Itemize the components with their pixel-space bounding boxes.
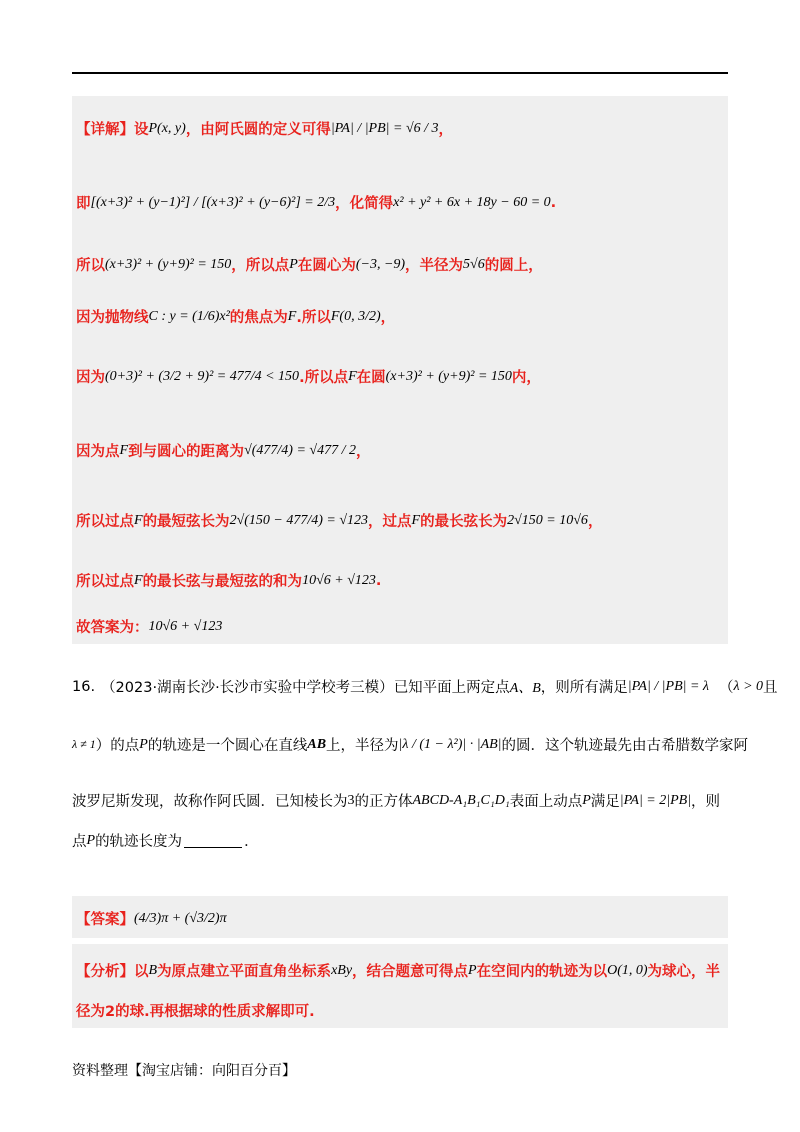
math-expr: F	[134, 512, 143, 528]
math-expr: 5√6	[463, 256, 485, 272]
analysis-line-2: 径为2的球.再根据球的性质求解即可.	[76, 1004, 315, 1020]
detail-line-3: 所以 (x+3)² + (y+9)² = 150 ，所以点 P 在圆心为 (−3, −9) ，半径为 5√6 的圆上，	[76, 256, 543, 274]
math-expr: (4/3)π + (√3/2)π	[134, 910, 227, 926]
question-line-3: 波罗尼斯发现，故称作阿氏圆．已知棱长为 3 的正方体 ABCD-A₁B₁C₁D₁ 表面上动点 P 满足 |PA| = 2|PB| ，则	[72, 792, 721, 810]
math-expr: (−3, −9)	[355, 256, 406, 272]
detail-line-6: 因为点 F 到与圆心的距离为 √(477/4) = √477 / 2 ，	[76, 442, 371, 460]
math-expr: P	[289, 256, 298, 272]
answer-blank	[184, 833, 242, 848]
detail-line-8: 所以过点 F 的最长弦与最短弦的和为 10√6 + √123 .	[76, 572, 382, 590]
math-expr: 2√(150 − 477/4) = √123	[229, 512, 369, 528]
answer-line: 【答案】 (4/3)π + (√3/2)π	[76, 910, 227, 928]
math-expr: |PA| / |PB| = λ	[627, 678, 709, 694]
detail-line-2: 即 [(x+3)² + (y−1)²] / [(x+3)² + (y−6)²] = 2/3 ，化简得 x² + y² + 6x + 18y − 60 = 0 .	[76, 194, 557, 212]
detail-line-4: 因为抛物线 C : y = (1/6)x² 的焦点为 F .所以 F(0, 3/2) ，	[76, 308, 396, 326]
math-expr: F	[134, 572, 143, 588]
math-expr: λ > 0	[733, 678, 764, 694]
math-expr: 10√6 + √123	[302, 572, 376, 588]
question-source: （2023·湖南长沙·长沙市实验中学校考三模）	[101, 680, 394, 696]
math-expr: P(x, y)	[148, 120, 186, 136]
math-expr: (x+3)² + (y+9)² = 150	[385, 368, 512, 384]
math-expr: λ ≠ 1	[72, 737, 96, 751]
math-expr: F(0, 3/2)	[330, 308, 381, 324]
analysis-band	[72, 944, 728, 1028]
math-expr: |PA| / |PB| = √6 / 3	[330, 120, 439, 136]
detail-line-1: 【详解】设 P(x, y) ，由阿氏圆的定义可得 |PA| / |PB| = √6 / 3 ，	[76, 120, 454, 138]
header-rule	[72, 72, 728, 74]
math-expr: [(x+3)² + (y−1)²] / [(x+3)² + (y−6)²] = 2/3	[90, 194, 336, 210]
detail-line-5: 因为 (0+3)² + (3/2 + 9)² = 477/4 < 150 .所以点 F 在圆 (x+3)² + (y+9)² = 150 内，	[76, 368, 541, 386]
math-expr: |PA| = 2|PB|	[619, 792, 692, 808]
math-expr: (0+3)² + (3/2 + 9)² = 477/4 < 150	[105, 368, 300, 384]
math-expr: C : y = (1/6)x²	[148, 308, 230, 324]
math-expr: F	[411, 512, 421, 528]
math-expr: 10√6 + √123	[148, 618, 223, 634]
answer-band	[72, 896, 728, 938]
math-expr: x² + y² + 6x + 18y − 60 = 0	[393, 194, 551, 210]
detail-line-7: 所以过点 F 的最短弦长为 2√(150 − 477/4) = √123 ，过点 F 的最长弦长为 2√150 = 10√6 ，	[76, 512, 603, 530]
page-footer: 资料整理【淘宝店铺：向阳百分百】	[72, 1063, 296, 1079]
question-line-4: 点 P 的轨迹长度为 ．	[72, 832, 259, 850]
detail-solution-block	[72, 96, 728, 644]
math-expr: |λ / (1 − λ²)| · |AB|	[398, 736, 502, 752]
detail-line-9: 故答案为： 10√6 + √123	[76, 618, 223, 636]
math-expr: F	[119, 442, 129, 458]
math-expr: √(477/4) = √477 / 2	[244, 442, 356, 458]
analysis-line-1: 【分析】以 B 为原点建立平面直角坐标系 xBy ，结合题意可得点 P 在空间内的轨迹为以 O(1, 0) 为球心，半	[76, 962, 721, 980]
math-expr: (x+3)² + (y+9)² = 150	[105, 256, 232, 272]
math-expr: F	[348, 368, 357, 384]
question-line-1: 16. （2023·湖南长沙·长沙市实验中学校考三模） 已知平面上两定点 A、B ，则所有满足 |PA| / |PB| = λ （ λ > 0 且	[72, 676, 778, 697]
question-line-2: λ ≠ 1 ）的点 P 的轨迹是一个圆心在直线 AB 上，半径为 |λ / (1 − λ²)| · |AB| 的圆．这个轨迹最先由古希腊数学家阿	[72, 736, 749, 754]
math-expr: 2√150 = 10√6	[507, 512, 588, 528]
math-expr: F	[287, 308, 297, 324]
question-number: 16.	[72, 678, 96, 695]
